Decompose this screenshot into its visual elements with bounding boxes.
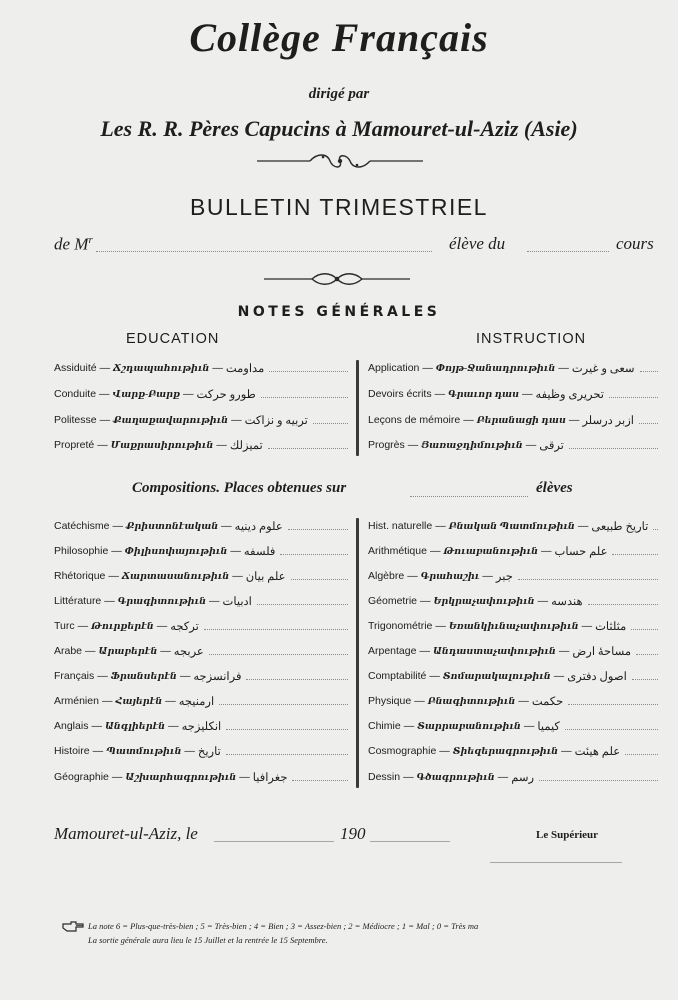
scroll-ornament-icon [255,152,425,170]
order-line: Les R. R. Pères Capucins à Mamouret-ul-Aziz (Asie) [100,116,578,141]
date-line [214,841,334,842]
composition-row: Algèbre — Գրահաշիւ — جبر [368,567,658,585]
directed-by: dirigé par [308,86,370,102]
compositions-eleves-label: élèves [536,480,573,496]
composition-row: Trigonométrie — Եռանկիւնաչափութիւն — مثلثات [368,617,658,635]
composition-row: Chimie — Տարրաբանութիւն — کیمیا [368,717,658,735]
education-row: Conduite — Վարք-Բարք — طورو حرکت [54,385,348,403]
superieur-label: Le Supérieur [536,829,599,841]
instruction-row: Devoirs écrits — Գրաւոր դաս — تحریری وظیفه [368,385,658,403]
year-line [370,841,450,842]
composition-row: Arabe — Արաբերէն — عربجه [54,642,348,660]
college-title: Collège Français [189,15,489,60]
composition-row: Arménien — Հայերէն — ارمنیجه [54,692,348,710]
cours-label: cours [616,234,654,253]
instruction-heading: INSTRUCTION [476,331,587,347]
composition-row: Français — Ֆրանսերէն — فرانسزجه [54,667,348,685]
education-row: Politesse — Քաղաքավարութիւն — تربیه و نزاکت [54,411,348,429]
instruction-row: Leçons de mémoire — Բերանացի դաս — ازبر درسلر [368,411,658,429]
composition-row: Dessin — Գծագրութիւն — رسم [368,768,658,786]
instruction-row: Application — Փոյթ-Ջանադրութիւն — سعی و غیرت [368,359,658,377]
schedule-note: La sortie générale aura lieu le 15 Juillet et la rentrée le 15 Septembre. [88,935,328,945]
composition-row: Littérature — Գրագիտութիւն — ادبیات [54,592,348,610]
composition-row: Philosophie — Փիլիսոփայութիւն — فلسفه [54,542,348,560]
compositions-label: Compositions. Places obtenues sur [132,480,347,496]
year-label: 190 [340,824,366,843]
composition-row: Comptabilité — Տոմարակալութիւն — اصول دفتری [368,667,658,685]
education-row: Assiduité — Ճշդապահութիւն — مداومت [54,359,348,377]
student-name-line [96,251,432,252]
bulletin-title: BULLETIN TRIMESTRIEL [190,194,488,220]
signature-line [490,862,622,863]
composition-row: Géographie — Աշխարհագրութիւն — جغرافیا [54,768,348,786]
education-row: Propreté — Մաքրասիրութիւն — تمیزلك [54,436,348,454]
place-date-label: Mamouret-ul-Aziz, le [54,824,198,843]
composition-row: Hist. naturelle — Բնական Պատմութիւն — تاریخ طبیعی [368,517,658,535]
column-divider [356,360,359,456]
composition-row: Rhétorique — Ճարտասանութիւն — علم بیان [54,567,348,585]
scroll-ornament-icon [262,272,412,286]
column-divider [356,518,359,788]
composition-row: Cosmographie — Տիեզերագրութիւն — علم هیئت [368,742,658,760]
class-level-line [527,251,609,252]
de-monsieur-label: de $M^r$ [54,234,93,254]
education-heading: EDUCATION [126,331,220,347]
composition-row: Arithmétique — Թուաբանութիւն — علم حساب [368,542,658,560]
pointing-hand-icon [62,921,84,933]
composition-row: Géometrie — Երկրաչափութիւն — هندسه [368,592,658,610]
composition-row: Histoire — Պատմութիւն — تاریخ [54,742,348,760]
composition-row: Arpentage — Անդաստաչափութիւն — مساحهٔ ارض [368,642,658,660]
compositions-total-line [410,496,528,497]
composition-row: Catéchisme — Քրիստոնէական — علوم دینیه [54,517,348,535]
eleve-du-label: élève du [449,234,506,253]
notes-generales-heading: NOTES GÉNÉRALES [237,304,441,320]
composition-row: Physique — Բնագիտութիւն — حکمت [368,692,658,710]
composition-row: Anglais — Անգլիերէն — انکلیزجه [54,717,348,735]
instruction-row: Progrès — Յառաջդիմութիւն — ترقی [368,436,658,454]
grading-legend: La note 6 = Plus-que-très-bien ; 5 = Très-bien ; 4 = Bien ; 3 = Assez-bien ; 2 = Médiocre ; 1 = Mal ; 0 = Très ma [88,921,479,931]
composition-row: Turc — Թուրքերէն — ترکجه [54,617,348,635]
